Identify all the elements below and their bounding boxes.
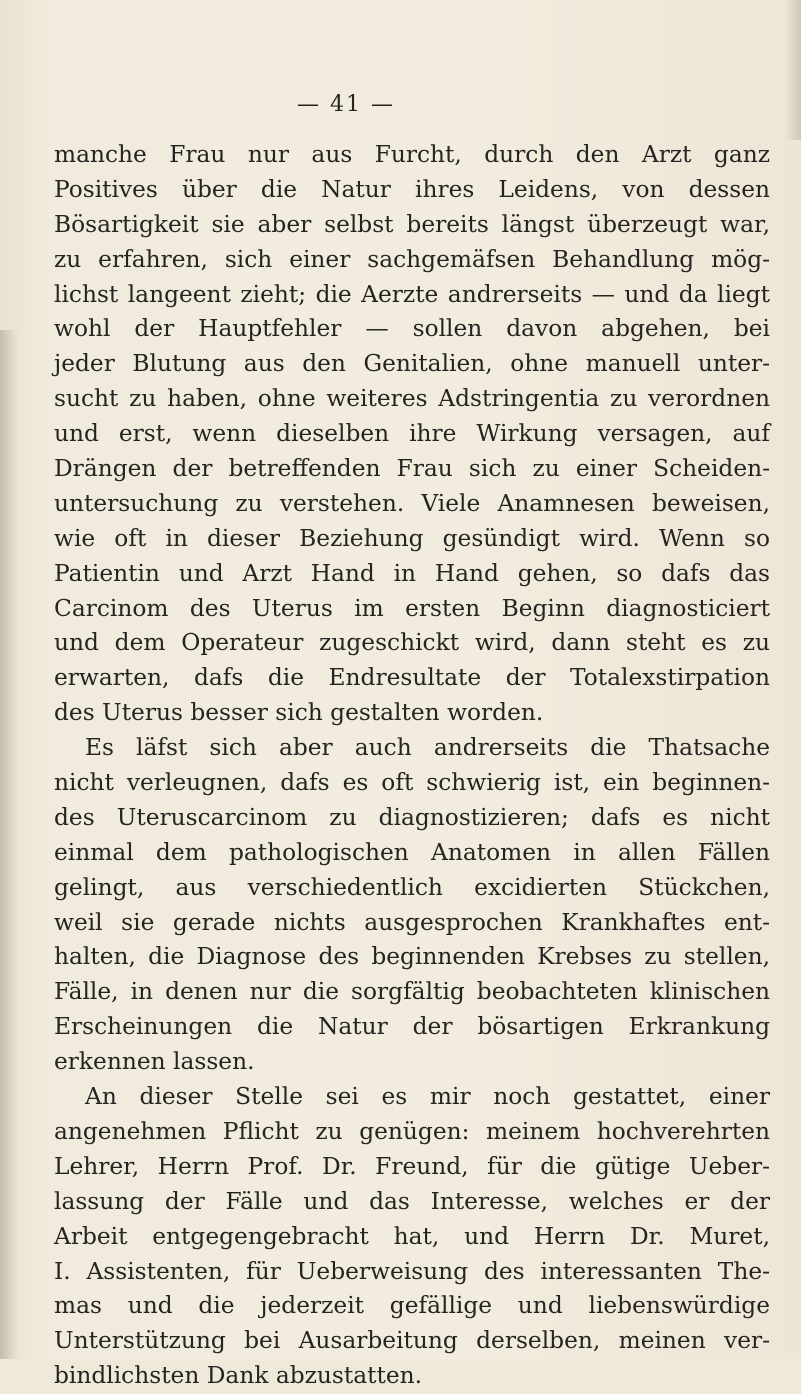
text-line: angenehmen Pflicht zu genügen: meinem hochverehrten — [54, 1117, 770, 1145]
text-line: manche Frau nur aus Furcht, durch den Arzt ganz — [54, 141, 770, 168]
text-line: des Uterus besser sich gestalten worden. — [54, 699, 544, 727]
text-line: lichst langeent zieht; die Aerzte andrerseits — und da liegt — [54, 280, 770, 308]
text-line: bindlichsten Dank abzustatten. — [54, 1362, 423, 1390]
text-line: und dem Operateur zugeschickt wird, dann steht es zu — [54, 629, 770, 657]
text-line: Lehrer, Herrn Prof. Dr. Freund, für die gütige Ueber- — [54, 1152, 770, 1180]
text-line: nicht verleugnen, dafs es oft schwierig ist, ein beginnen- — [54, 769, 770, 797]
page-edge-shadow — [785, 0, 801, 140]
text-line: Fälle, in denen nur die sorgfältig beobachteten klinischen — [54, 978, 770, 1006]
text-line: Es läfst sich aber auch andrerseits die Thatsache — [85, 734, 770, 762]
text-line: An dieser Stelle sei es mir noch gestattet, einer — [85, 1083, 770, 1111]
page-gutter-shadow — [0, 330, 18, 1359]
text-line: I. Assistenten, für Ueberweisung des interessanten The- — [54, 1257, 770, 1285]
text-line: weil sie gerade nichts ausgesprochen Krankhaftes ent- — [54, 908, 770, 936]
text-line: halten, die Diagnose des beginnenden Krebses zu stellen, — [54, 943, 770, 971]
text-line: Unterstützung bei Ausarbeitung derselben, meinen ver- — [54, 1327, 770, 1355]
text-line: erkennen lassen. — [54, 1048, 255, 1076]
text-line: und erst, wenn dieselben ihre Wirkung versagen, auf — [54, 420, 770, 448]
text-line: Positives über die Natur ihres Leidens, von dessen — [54, 175, 770, 203]
text-line: wie oft in dieser Beziehung gesündigt wird. Wenn so — [54, 524, 770, 552]
text-line: sucht zu haben, ohne weiteres Adstringentia zu verordnen — [54, 385, 770, 413]
text-line: Bösartigkeit sie aber selbst bereits längst überzeugt war, — [54, 210, 770, 238]
body-text — [54, 138, 770, 1394]
text-line: wohl der Hauptfehler — sollen davon abgehen, bei — [54, 315, 770, 343]
text-line: Patientin und Arzt Hand in Hand gehen, so dafs das — [54, 559, 770, 587]
text-line: einmal dem pathologischen Anatomen in allen Fällen — [54, 838, 770, 866]
text-line: Arbeit entgegengebracht hat, und Herrn Dr. Muret, — [54, 1222, 770, 1250]
text-line: gelingt, aus verschiedentlich excidierten Stückchen, — [54, 873, 770, 901]
text-line: Carcinom des Uterus im ersten Beginn diagnosticiert — [54, 594, 770, 622]
text-line: untersuchung zu verstehen. Viele Anamnesen beweisen, — [54, 489, 770, 517]
text-line: mas und die jederzeit gefällige und liebenswürdige — [54, 1292, 770, 1320]
text-line: lassung der Fälle und das Interesse, welches er der — [54, 1187, 770, 1215]
text-line: des Uteruscarcinom zu diagnostizieren; dafs es nicht — [54, 803, 770, 831]
text-line: jeder Blutung aus den Genitalien, ohne manuell unter- — [54, 350, 770, 378]
text-line: Drängen der betreffenden Frau sich zu einer Scheiden- — [54, 455, 770, 483]
text-line: erwarten, dafs die Endresultate der Totalexstirpation — [54, 664, 770, 692]
page-number: — 41 — — [297, 92, 395, 117]
text-line: zu erfahren, sich einer sachgemäfsen Behandlung mög- — [54, 245, 770, 273]
text-line: Erscheinungen die Natur der bösartigen Erkrankung — [54, 1013, 770, 1041]
